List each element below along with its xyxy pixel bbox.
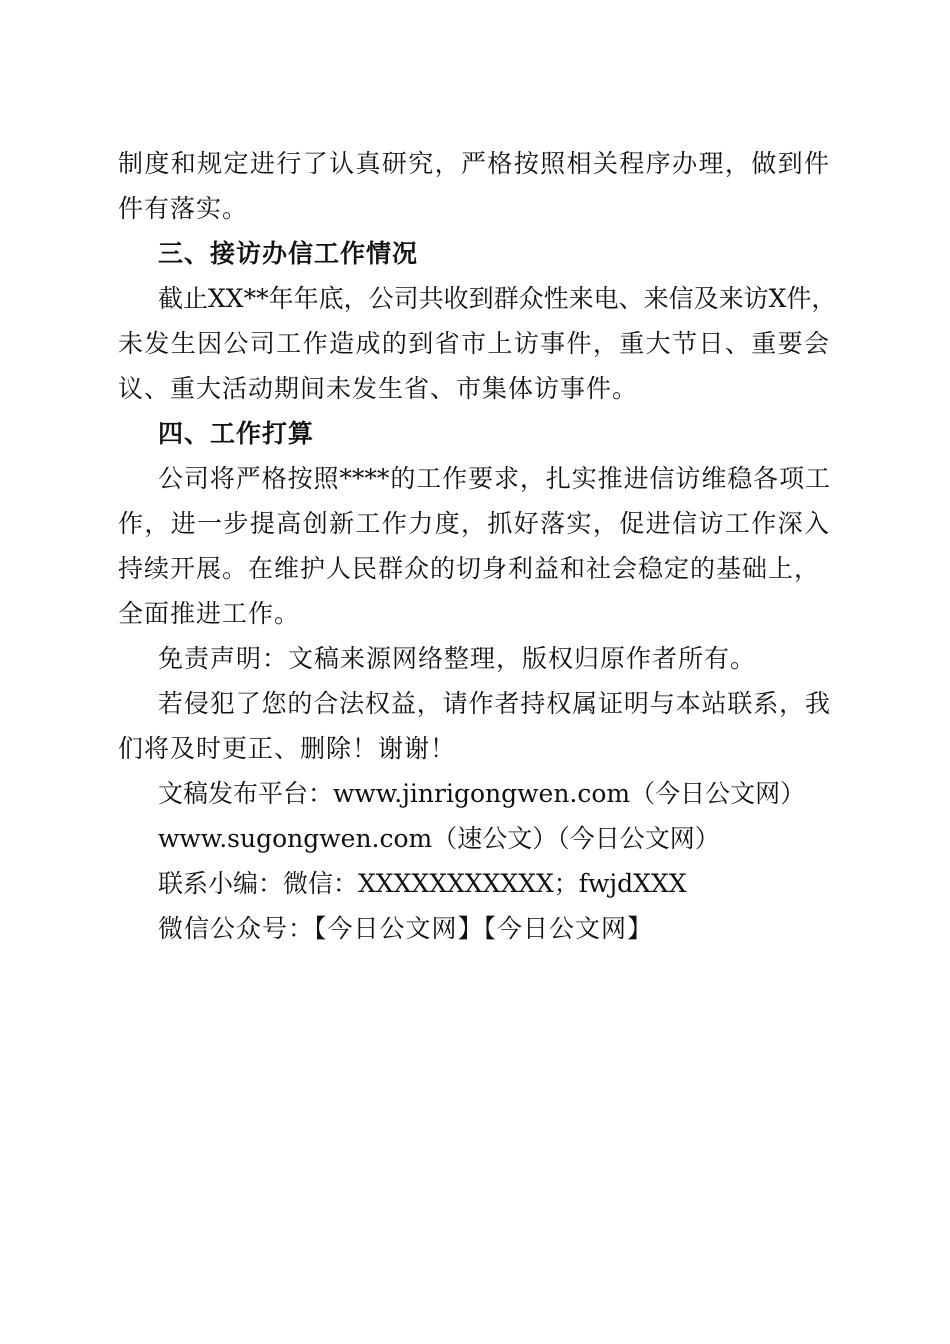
body-text-line: 全面推进工作。: [118, 599, 301, 628]
body-text-line: 制度和规定进行了认真研究，严格按照相关程序办理，做到件: [118, 149, 830, 178]
wechat-info: 微信公众号：【今日公文网】【今日公文网】: [158, 914, 654, 943]
body-text-line: 未发生因公司工作造成的到省市上访事件，重大节日、重要会: [118, 329, 830, 358]
document-body: [118, 141, 837, 951]
body-text-line: 公司将严格按照****的工作要求，扎实推进信访维稳各项工: [158, 464, 830, 493]
disclaimer-text: 免责声明：文稿来源网络整理，版权归原作者所有。: [158, 644, 757, 673]
body-text-line: 作，进一步提高创新工作力度，抓好落实，促进信访工作深入: [118, 509, 830, 538]
body-text-line: 截止XX**年年底，公司共收到群众性来电、来信及来访X件，: [158, 284, 837, 313]
body-text-line: 持续开展。在维护人民群众的切身利益和社会稳定的基础上，: [118, 554, 821, 583]
section-heading-4: 四、工作打算: [158, 419, 315, 448]
contact-info: 联系小编：微信：XXXXXXXXXXX；fwjdXXX: [158, 869, 687, 898]
platform-info: 文稿发布平台：www.jinrigongwen.com（今日公文网）: [158, 779, 806, 808]
section-heading-3: 三、接访办信工作情况: [158, 239, 419, 268]
body-text-line: 议、重大活动期间未发生省、市集体访事件。: [118, 374, 639, 403]
site-info: www.sugongwen.com（速公文）（今日公文网）: [158, 824, 720, 853]
disclaimer-text: 若侵犯了您的合法权益，请作者持权属证明与本站联系，我: [158, 689, 830, 718]
disclaimer-text: 们将及时更正、删除！谢谢！: [118, 734, 457, 763]
body-text-line: 件有落实。: [118, 194, 249, 223]
